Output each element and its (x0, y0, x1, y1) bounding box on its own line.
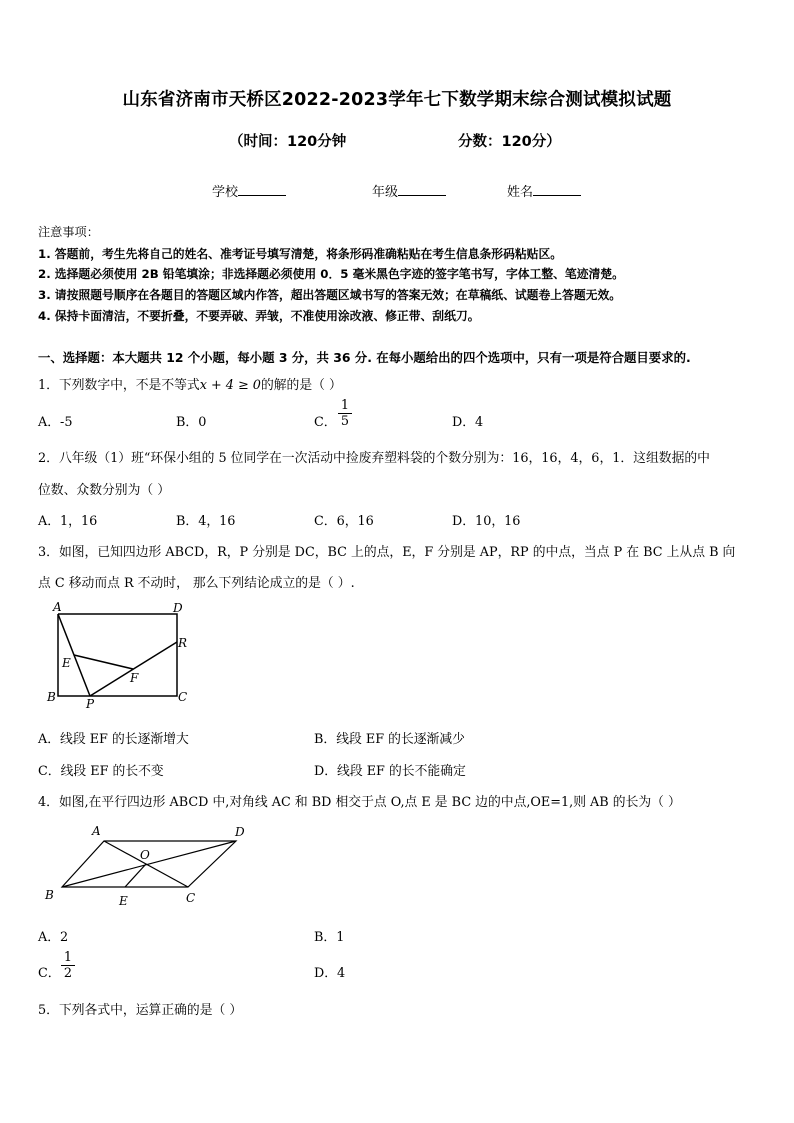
name-blank (533, 183, 581, 196)
q3-stem-line1: 3．如图，已知四边形 ABCD，R，P 分别是 DC，BC 上的点，E，F 分别是 AP，RP 的中点，当点 P 在 BC 上从点 B 向 (38, 545, 736, 560)
q1-option-c-fraction (338, 398, 352, 430)
q3-stem-line2: 点 C 移动而点 R 不动时， 那么下列结论成立的是（ ）. (38, 576, 355, 591)
q3-option-d: D．线段 EF 的长不能确定 (314, 764, 466, 779)
q4-option-a: A．2 (38, 930, 69, 945)
q4-label-E: E (119, 894, 128, 908)
q4-figure (40, 820, 260, 910)
school-blank (238, 183, 286, 196)
q4-label-D: D (235, 825, 245, 839)
question-1 (38, 374, 342, 393)
note-item-4: 4. 保持卡面清洁，不要折叠，不要弄破、弄皱，不准使用涂改液、修正带、刮纸刀。 (38, 309, 480, 323)
q2-option-b: B．4，16 (176, 514, 236, 529)
school-label: 学校 (212, 185, 239, 200)
q3-figure (44, 598, 194, 710)
q1-stem-pre: 1．下列数字中，不是不等式 (38, 378, 200, 393)
q3-segment-EF (74, 655, 133, 669)
name-label: 姓名 (507, 185, 534, 200)
q3-option-c: C．线段 EF 的长不变 (38, 764, 164, 779)
q3-label-E: E (62, 656, 71, 670)
grade-label: 年级 (372, 185, 399, 200)
q4-stem-line1: 4．如图,在平行四边形 ABCD 中,对角线 AC 和 BD 相交于点 O,点 E 是 BC 边的中点,OE=1,则 AB 的长为（ ） (38, 795, 681, 810)
note-item-1: 1. 答题前，考生先将自己的姓名、准考证号填写清楚，将条形码准确粘贴在考生信息条形码粘贴区。 (38, 247, 563, 261)
notes-heading: 注意事项： (38, 225, 99, 239)
q2-option-c: C．6，16 (314, 514, 374, 529)
q4-option-d: D．4 (314, 966, 346, 981)
q1-inequality: x + 4 ≥ 0 (199, 378, 261, 393)
q3-option-a: A．线段 EF 的长逐渐增大 (38, 732, 189, 747)
q4-c-denominator: 2 (63, 966, 73, 981)
q3-label-P: P (86, 697, 95, 710)
q5-stem-line1: 5．下列各式中，运算正确的是（ ） (38, 1003, 243, 1018)
q4-option-b: B．1 (314, 930, 345, 945)
q1-option-c: C． (314, 415, 337, 430)
q1-c-numerator: 1 (338, 398, 352, 414)
q3-label-C: C (178, 690, 188, 704)
exam-time: （时间：120分钟 (229, 134, 347, 150)
page-title: 山东省济南市天桥区2022-2023学年七下数学期末综合测试模拟试题 (122, 90, 672, 110)
q3-label-B: B (47, 690, 56, 704)
q3-segment-PR (90, 642, 177, 696)
q1-option-d: D．4 (452, 415, 484, 430)
q4-label-B: B (45, 888, 54, 902)
q1-c-denominator: 5 (340, 414, 350, 429)
q2-stem-line2: 位数、众数分别为（ ） (38, 483, 171, 498)
q2-stem-line1: 2．八年级（1）班“环保小组的 5 位同学在一次活动中捡废弃塑料袋的个数分别为：16，16，4，6，1．这组数据的中 (38, 451, 710, 466)
section-heading: 一、选择题：本大题共 12 个小题，每小题 3 分，共 36 分. 在每小题给出的四个选项中，只有一项是符合题目要求的. (38, 350, 691, 365)
exam-score: 分数：120分） (458, 134, 561, 150)
q3-label-D: D (173, 601, 183, 615)
note-item-2: 2. 选择题必须使用 2B 铅笔填涂；非选择题必须使用 0．5 毫米黑色字迹的签字笔书写，字体工整、笔迹清楚。 (38, 267, 624, 281)
q4-option-c-fraction (61, 950, 75, 982)
q4-label-A: A (92, 824, 101, 838)
q4-c-numerator: 1 (61, 950, 75, 966)
q4-label-O: O (140, 848, 150, 862)
q4-label-C: C (186, 891, 196, 905)
grade-field (372, 181, 446, 200)
q3-option-b: B．线段 EF 的长逐渐减少 (314, 732, 465, 747)
q4-option-c: C． (38, 966, 61, 981)
q1-option-b: B．0 (176, 415, 207, 430)
school-field (212, 181, 286, 200)
note-item-3: 3. 请按照题号顺序在各题目的答题区域内作答，超出答题区域书写的答案无效；在草稿纸、试题卷上答题无效。 (38, 288, 622, 302)
q3-label-F: F (130, 671, 139, 685)
q3-label-A: A (53, 600, 62, 614)
q2-option-a: A．1，16 (38, 514, 98, 529)
q3-label-R: R (178, 636, 188, 650)
q1-stem-post: 的解的是（ ） (260, 378, 342, 393)
q1-option-a: A．-5 (38, 415, 73, 430)
name-field (507, 181, 581, 200)
grade-blank (398, 183, 446, 196)
q2-option-d: D．10，16 (452, 514, 521, 529)
